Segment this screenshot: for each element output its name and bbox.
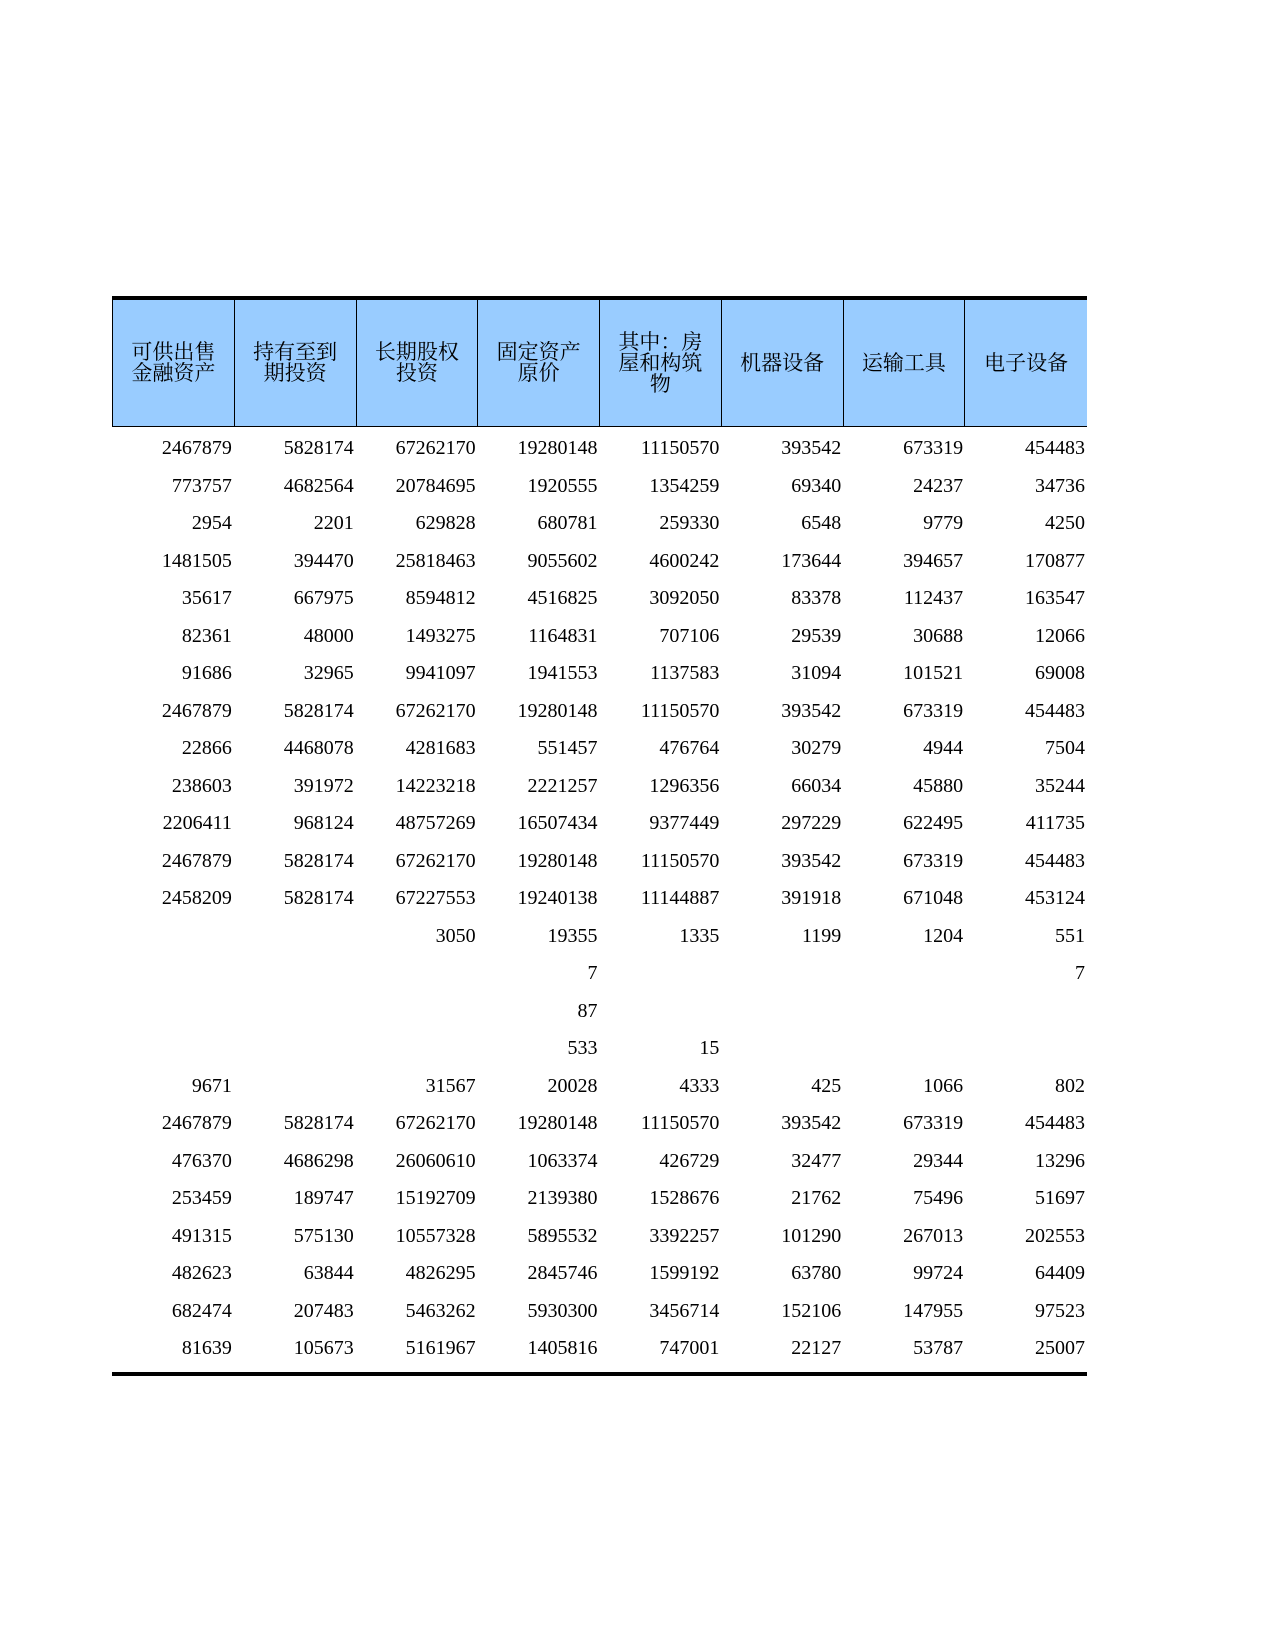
table-cell[interactable]: 31567 <box>425 1074 476 1097</box>
table-cell[interactable]: 5828174 <box>283 437 354 459</box>
table-cell[interactable]: 2221257 <box>527 774 598 797</box>
table-cell[interactable]: 30688 <box>913 624 964 647</box>
table-cell[interactable]: 35617 <box>181 587 232 609</box>
table-cell[interactable]: 476764 <box>659 737 720 759</box>
table-cell[interactable]: 4944 <box>923 737 964 759</box>
spreadsheet-table <box>112 296 1087 1376</box>
table-cell[interactable]: 147955 <box>903 1299 964 1322</box>
table-cell[interactable]: 454483 <box>1025 437 1085 459</box>
table-cell[interactable]: 1066 <box>923 1074 964 1097</box>
table-cell[interactable]: 64409 <box>1035 1262 1085 1284</box>
table-cell[interactable]: 11150570 <box>640 437 720 459</box>
column-header[interactable]: 机器设备 <box>722 300 844 426</box>
table-cell[interactable]: 1528676 <box>649 1187 720 1209</box>
table-cell[interactable]: 9671 <box>191 1074 232 1097</box>
table-cell[interactable]: 97523 <box>1035 1299 1085 1322</box>
table-cell[interactable] <box>234 1030 356 1068</box>
table-cell[interactable]: 67262170 <box>395 1112 476 1134</box>
table-cell[interactable]: 773757 <box>171 474 232 497</box>
table-cell[interactable]: 391918 <box>781 887 842 909</box>
table-cell[interactable]: 101290 <box>781 1224 842 1247</box>
table-cell[interactable]: 1405816 <box>527 1337 598 1359</box>
table-cell[interactable] <box>965 1030 1087 1068</box>
table-header-row <box>112 296 1087 427</box>
table-row <box>112 1143 1087 1181</box>
table-row <box>112 1255 1087 1293</box>
table-cell[interactable]: 112437 <box>903 587 964 609</box>
table-cell[interactable]: 673319 <box>903 699 964 722</box>
table-cell[interactable]: 2201 <box>313 512 354 534</box>
table-cell[interactable]: 101521 <box>903 662 964 684</box>
table-cell[interactable]: 32965 <box>303 662 354 684</box>
table-row <box>112 768 1087 806</box>
table-cell[interactable]: 173644 <box>781 549 842 572</box>
table-cell[interactable]: 19280148 <box>517 437 598 459</box>
table-cell[interactable]: 63780 <box>791 1262 842 1284</box>
table-cell[interactable]: 67262170 <box>395 849 476 872</box>
table-row <box>112 618 1087 656</box>
table-cell[interactable]: 4686298 <box>283 1149 354 1172</box>
table-row <box>112 1068 1087 1106</box>
table-cell[interactable]: 394470 <box>293 549 354 572</box>
table-cell[interactable] <box>112 1030 234 1068</box>
table-cell[interactable]: 82361 <box>181 624 232 647</box>
table-row <box>112 918 1087 956</box>
table-cell[interactable]: 202553 <box>1025 1224 1085 1247</box>
table-cell[interactable]: 2206411 <box>162 812 232 834</box>
table-row <box>112 730 1087 768</box>
table-cell[interactable]: 5463262 <box>405 1299 476 1322</box>
table-cell[interactable]: 69340 <box>791 474 842 497</box>
table-cell[interactable]: 9055602 <box>527 549 598 572</box>
table-cell[interactable]: 1481505 <box>161 549 232 572</box>
table-cell[interactable] <box>112 918 234 956</box>
table-cell[interactable] <box>234 993 356 1031</box>
table-cell[interactable]: 1354259 <box>649 474 720 497</box>
table-cell[interactable]: 622495 <box>903 812 964 834</box>
table-cell[interactable]: 91686 <box>181 662 232 684</box>
table-cell[interactable]: 69008 <box>1035 662 1085 684</box>
table-cell[interactable]: 673319 <box>903 849 964 872</box>
table-cell[interactable]: 45880 <box>913 774 964 797</box>
table-cell[interactable]: 67262170 <box>395 699 476 722</box>
table-cell[interactable]: 67227553 <box>395 887 476 909</box>
table-cell[interactable]: 207483 <box>293 1299 354 1322</box>
table-cell[interactable]: 259330 <box>659 512 720 534</box>
table-cell[interactable]: 7 <box>1075 962 1085 984</box>
table-cell[interactable]: 51697 <box>1035 1187 1085 1209</box>
table-cell[interactable]: 667975 <box>293 587 354 609</box>
table-cell[interactable]: 29539 <box>791 624 842 647</box>
table-row <box>112 1330 1087 1368</box>
table-cell[interactable]: 5828174 <box>283 887 354 909</box>
table-cell[interactable]: 15 <box>699 1037 720 1059</box>
table-cell[interactable]: 4516825 <box>527 587 598 609</box>
table-cell[interactable]: 238603 <box>171 774 232 797</box>
table-cell[interactable]: 426729 <box>659 1149 720 1172</box>
table-cell[interactable]: 34736 <box>1035 474 1085 497</box>
table-cell[interactable]: 1599192 <box>649 1262 720 1284</box>
table-cell[interactable]: 1204 <box>923 924 964 947</box>
table-cell[interactable]: 67262170 <box>395 437 476 459</box>
table-cell[interactable]: 476370 <box>171 1149 232 1172</box>
table-row <box>112 805 1087 843</box>
table-cell[interactable] <box>843 1030 965 1068</box>
table-cell[interactable]: 2458209 <box>161 887 232 909</box>
table-cell[interactable]: 2467879 <box>161 699 232 722</box>
table-cell[interactable]: 19280148 <box>517 1112 598 1134</box>
table-cell[interactable] <box>965 993 1087 1031</box>
table-cell[interactable]: 8594812 <box>405 587 476 609</box>
table-cell[interactable]: 12066 <box>1035 624 1085 647</box>
table-cell[interactable]: 9377449 <box>649 812 720 834</box>
table-cell[interactable]: 4682564 <box>283 474 354 497</box>
table-cell[interactable]: 32477 <box>791 1149 842 1172</box>
table-cell[interactable]: 9941097 <box>405 662 476 684</box>
table-cell[interactable]: 680781 <box>537 512 598 534</box>
table-cell[interactable]: 35244 <box>1035 774 1085 797</box>
table-row <box>112 543 1087 581</box>
table-cell[interactable]: 393542 <box>781 699 842 722</box>
table-cell[interactable]: 394657 <box>903 549 964 572</box>
table-cell[interactable]: 14223218 <box>395 774 476 797</box>
table-cell[interactable]: 19240138 <box>517 887 598 909</box>
column-header[interactable]: 其中：房屋和构筑物 <box>600 300 722 426</box>
table-cell[interactable]: 66034 <box>791 774 842 797</box>
table-cell[interactable]: 25007 <box>1035 1337 1085 1359</box>
table-row <box>112 693 1087 731</box>
table-cell[interactable]: 15192709 <box>395 1187 476 1209</box>
table-cell[interactable]: 163547 <box>1025 587 1085 609</box>
table-cell[interactable]: 5161967 <box>405 1337 476 1359</box>
table-cell[interactable] <box>356 993 478 1031</box>
table-cell[interactable] <box>112 955 234 993</box>
table-cell[interactable] <box>112 993 234 1031</box>
table-row <box>112 580 1087 618</box>
table-cell[interactable]: 491315 <box>171 1224 232 1247</box>
table-cell[interactable]: 48757269 <box>395 812 476 834</box>
table-row <box>112 1293 1087 1331</box>
table-cell[interactable]: 4333 <box>679 1074 720 1097</box>
table-cell[interactable]: 5930300 <box>527 1299 598 1322</box>
table-cell[interactable]: 682474 <box>171 1299 232 1322</box>
table-cell[interactable]: 1296356 <box>649 774 720 797</box>
table-cell[interactable]: 5828174 <box>283 849 354 872</box>
table-cell[interactable]: 3392257 <box>649 1224 720 1247</box>
table-cell[interactable] <box>600 993 722 1031</box>
table-cell[interactable]: 31094 <box>791 662 842 684</box>
table-cell[interactable]: 11144887 <box>640 887 720 909</box>
table-cell[interactable]: 2845746 <box>527 1262 598 1284</box>
table-cell[interactable]: 99724 <box>913 1262 964 1284</box>
column-header[interactable]: 固定资产原价 <box>478 300 600 426</box>
table-cell[interactable]: 152106 <box>781 1299 842 1322</box>
table-cell[interactable]: 25818463 <box>395 549 476 572</box>
table-cell[interactable] <box>843 993 965 1031</box>
table-cell[interactable]: 4468078 <box>283 737 354 759</box>
table-cell[interactable]: 53787 <box>913 1337 964 1359</box>
table-cell[interactable]: 1164831 <box>528 624 598 647</box>
table-cell[interactable]: 5895532 <box>527 1224 598 1247</box>
table-cell[interactable]: 629828 <box>415 512 476 534</box>
table-cell[interactable]: 551 <box>1055 924 1085 947</box>
table-cell[interactable]: 3050 <box>435 924 476 947</box>
column-header[interactable]: 长期股权投资 <box>357 300 479 426</box>
column-header[interactable]: 运输工具 <box>844 300 966 426</box>
table-cell[interactable]: 20028 <box>547 1074 598 1097</box>
table-body <box>112 427 1087 1376</box>
table-cell[interactable]: 482623 <box>171 1262 232 1284</box>
table-cell[interactable]: 16507434 <box>517 812 598 834</box>
table-cell[interactable]: 20784695 <box>395 474 476 497</box>
table-cell[interactable]: 13296 <box>1035 1149 1085 1172</box>
table-row <box>112 1180 1087 1218</box>
table-cell[interactable]: 533 <box>567 1037 598 1059</box>
table-cell[interactable]: 267013 <box>903 1224 964 1247</box>
table-cell[interactable]: 4250 <box>1045 512 1085 534</box>
table-cell[interactable]: 189747 <box>293 1187 354 1209</box>
table-cell[interactable]: 425 <box>811 1074 842 1097</box>
table-cell[interactable]: 5828174 <box>283 699 354 722</box>
table-cell[interactable]: 7 <box>587 962 598 984</box>
table-cell[interactable]: 1941553 <box>527 662 598 684</box>
table-cell[interactable]: 29344 <box>913 1149 964 1172</box>
table-row <box>112 955 1087 993</box>
table-row <box>112 505 1087 543</box>
table-row <box>112 655 1087 693</box>
table-cell[interactable] <box>234 955 356 993</box>
table-cell[interactable]: 30279 <box>791 737 842 759</box>
table-cell[interactable]: 454483 <box>1025 1112 1085 1134</box>
table-cell[interactable] <box>234 1068 356 1106</box>
table-cell[interactable]: 968124 <box>293 812 354 834</box>
table-cell[interactable]: 1137583 <box>650 662 720 684</box>
table-cell[interactable]: 22866 <box>181 737 232 759</box>
table-cell[interactable]: 11150570 <box>640 849 720 872</box>
table-cell[interactable]: 551457 <box>537 737 598 759</box>
table-cell[interactable]: 170877 <box>1025 549 1085 572</box>
table-cell[interactable]: 63844 <box>303 1262 354 1284</box>
table-cell[interactable]: 83378 <box>791 587 842 609</box>
table-cell[interactable]: 671048 <box>903 887 964 909</box>
table-row <box>112 880 1087 918</box>
column-header[interactable]: 电子设备 <box>965 300 1087 426</box>
table-cell[interactable]: 453124 <box>1025 887 1085 909</box>
table-row <box>112 1105 1087 1143</box>
table-cell[interactable]: 22127 <box>791 1337 842 1359</box>
table-cell[interactable]: 802 <box>1055 1074 1085 1097</box>
table-cell[interactable]: 673319 <box>903 1112 964 1134</box>
table-cell[interactable]: 19280148 <box>517 849 598 872</box>
table-cell[interactable]: 81639 <box>181 1337 232 1359</box>
table-cell[interactable]: 575130 <box>293 1224 354 1247</box>
table-cell[interactable]: 2467879 <box>161 849 232 872</box>
table-cell[interactable]: 454483 <box>1025 849 1085 872</box>
table-row <box>112 468 1087 506</box>
table-cell[interactable] <box>721 955 843 993</box>
table-cell[interactable] <box>843 955 965 993</box>
table-cell[interactable]: 1335 <box>679 924 720 947</box>
table-cell[interactable]: 6548 <box>801 512 842 534</box>
table-cell[interactable] <box>356 955 478 993</box>
column-header[interactable]: 可供出售金融资产 <box>113 300 235 426</box>
table-cell[interactable]: 3456714 <box>649 1299 720 1322</box>
table-cell[interactable]: 21762 <box>791 1187 842 1209</box>
table-cell[interactable]: 9779 <box>923 512 964 534</box>
table-cell[interactable]: 2954 <box>191 512 232 534</box>
table-cell[interactable] <box>721 1030 843 1068</box>
table-cell[interactable]: 1920555 <box>527 474 598 497</box>
table-cell[interactable]: 2467879 <box>161 1112 232 1134</box>
table-row <box>112 430 1087 468</box>
table-cell[interactable]: 1493275 <box>405 624 476 647</box>
table-cell[interactable]: 393542 <box>781 849 842 872</box>
table-cell[interactable]: 5828174 <box>283 1112 354 1134</box>
table-cell[interactable]: 454483 <box>1025 699 1085 722</box>
table-cell[interactable]: 4281683 <box>405 737 476 759</box>
table-cell[interactable]: 707106 <box>659 624 720 647</box>
table-cell[interactable]: 2139380 <box>527 1187 598 1209</box>
table-cell[interactable]: 2467879 <box>161 437 232 459</box>
table-cell[interactable]: 3092050 <box>649 587 720 609</box>
table-cell[interactable]: 10557328 <box>395 1224 476 1247</box>
table-cell[interactable]: 4826295 <box>405 1262 476 1284</box>
table-cell[interactable]: 673319 <box>903 437 964 459</box>
table-cell[interactable]: 297229 <box>781 812 842 834</box>
table-cell[interactable]: 48000 <box>303 624 354 647</box>
table-cell[interactable] <box>600 955 722 993</box>
table-row <box>112 843 1087 881</box>
table-cell[interactable]: 391972 <box>293 774 354 797</box>
table-cell[interactable]: 11150570 <box>640 699 720 722</box>
table-cell[interactable]: 105673 <box>293 1337 354 1359</box>
table-cell[interactable]: 7504 <box>1045 737 1085 759</box>
table-cell[interactable]: 1199 <box>801 924 842 947</box>
table-cell[interactable] <box>356 1030 478 1068</box>
table-cell[interactable]: 75496 <box>913 1187 964 1209</box>
table-row <box>112 1030 1087 1068</box>
table-cell[interactable]: 19355 <box>547 924 598 947</box>
table-cell[interactable]: 411735 <box>1025 812 1085 834</box>
table-cell[interactable]: 393542 <box>781 1112 842 1134</box>
table-row <box>112 993 1087 1031</box>
table-cell[interactable]: 253459 <box>171 1187 232 1209</box>
table-cell[interactable]: 11150570 <box>640 1112 720 1134</box>
table-cell[interactable]: 747001 <box>659 1337 720 1359</box>
table-cell[interactable]: 19280148 <box>517 699 598 722</box>
table-row <box>112 1218 1087 1256</box>
table-cell[interactable]: 24237 <box>913 474 964 497</box>
table-cell[interactable]: 393542 <box>781 437 842 459</box>
table-cell[interactable]: 1063374 <box>527 1149 598 1172</box>
table-cell[interactable] <box>721 993 843 1031</box>
column-header[interactable]: 持有至到期投资 <box>235 300 357 426</box>
table-cell[interactable]: 87 <box>577 999 598 1022</box>
table-cell[interactable] <box>234 918 356 956</box>
table-cell[interactable]: 4600242 <box>649 549 720 572</box>
table-cell[interactable]: 26060610 <box>395 1149 476 1172</box>
